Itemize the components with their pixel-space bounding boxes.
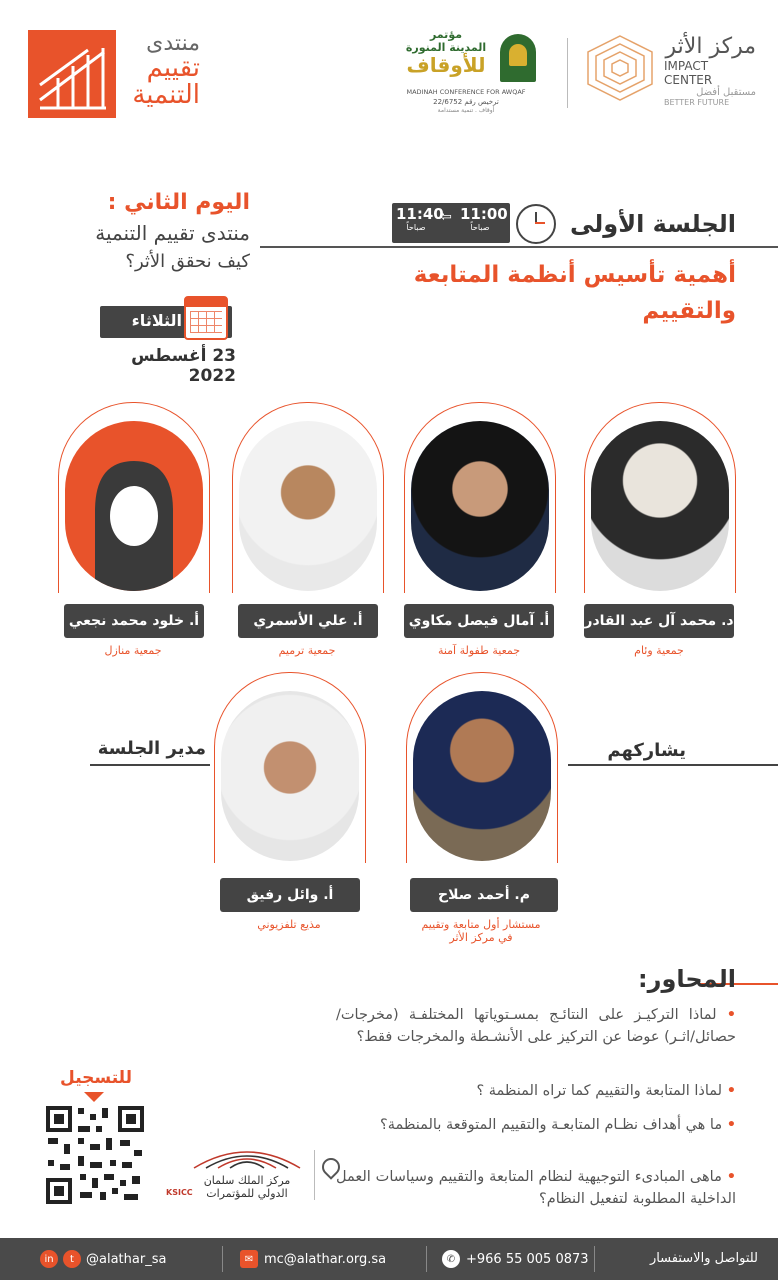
impact-cube-icon <box>584 32 656 104</box>
session-time <box>392 203 510 243</box>
participants-label: يشاركهم <box>607 740 686 761</box>
speaker-photo <box>239 421 377 591</box>
awqaf-line5: ترخيص رقم 22/6752 <box>433 98 499 106</box>
venue-line2: الدولي للمؤتمرات <box>206 1187 288 1201</box>
registration-label: للتسجيل <box>60 1068 132 1088</box>
speaker-card <box>58 402 210 593</box>
whatsapp-icon: ✆ <box>442 1250 460 1268</box>
header-divider <box>567 38 568 108</box>
bullet-dot: • <box>726 1007 736 1023</box>
speaker-org: جمعية ترميم <box>278 644 336 657</box>
participants-line <box>568 764 778 766</box>
speaker-org: جمعية منازل <box>104 644 162 657</box>
moderator-name: أ. وائل رفيق <box>220 878 360 912</box>
weekday-label: الثلاثاء <box>131 311 182 330</box>
time-end: 11:40 <box>396 205 444 223</box>
phone-number: +966 55 005 0873 <box>466 1251 589 1267</box>
time-end-period: صباحاً <box>406 223 426 232</box>
speaker-card <box>584 402 736 593</box>
calendar-icon <box>184 296 228 340</box>
qr-code[interactable] <box>44 1104 146 1206</box>
moderator-org: مذيع تلفزيوني <box>257 918 321 931</box>
participant-name: م. أحمد صلاح <box>410 878 558 912</box>
participant-photo <box>413 691 551 861</box>
forum-logo-line1: منتدى <box>146 31 200 56</box>
moderator-card <box>214 672 366 863</box>
bullet-dot: • <box>726 1117 736 1133</box>
day-block <box>60 190 250 272</box>
participant-card <box>406 672 558 863</box>
impact-line2: IMPACT CENTER <box>664 59 713 87</box>
axes-item-text: ماهى المبادىء التوجيهية لنظام المتابعة والتقييم وسياسات العمل الداخلية المطلوبة لتفعيل النظام؟ <box>336 1169 736 1208</box>
impact-line1: مركز الأثر <box>665 34 756 59</box>
footer-divider <box>426 1246 427 1272</box>
axes-title: المحاور: <box>638 965 736 993</box>
footer-divider <box>222 1246 223 1272</box>
speaker-org: جمعية وئام <box>634 644 684 657</box>
day-title: اليوم الثاني : <box>107 190 250 215</box>
bullet-dot: • <box>726 1169 737 1185</box>
venue-logo <box>188 1142 306 1200</box>
day-forum: منتدى تقييم التنمية <box>95 221 250 245</box>
event-date: 23 أغسطس 2022 <box>131 346 236 386</box>
building-icon <box>28 30 116 118</box>
impact-logo-text <box>656 34 756 107</box>
impact-logo <box>584 32 656 104</box>
awqaf-line4: MADINAH CONFERENCE FOR AWQAF <box>406 88 526 96</box>
awqaf-logo <box>396 28 536 112</box>
female-avatar-icon <box>65 421 203 591</box>
axes-item-text: ما هي أهداف نظـام المتابعـة والتقييم المتوقعة بالمنظمة؟ <box>380 1117 723 1133</box>
social-handle: @alathar_sa <box>86 1251 167 1267</box>
participant-org-line1: مستشار أول متابعة وتقييم <box>421 918 541 931</box>
axes-item <box>336 1166 736 1211</box>
venue-divider <box>314 1150 315 1200</box>
participant-org-line2: في مركز الأثر <box>449 931 513 944</box>
weekday-badge <box>100 306 232 338</box>
email-address: mc@alathar.org.sa <box>264 1251 387 1267</box>
chevron-down-icon <box>84 1092 104 1102</box>
session-title: الجلسة الأولى <box>570 210 736 238</box>
moderator-line <box>90 764 210 766</box>
impact-line4: BETTER FUTURE <box>664 98 730 107</box>
session-topic <box>376 258 736 329</box>
venue-code: KSICC <box>166 1188 193 1197</box>
email-icon: ✉ <box>240 1250 258 1268</box>
forum-logo-line2: تقييم <box>146 53 200 84</box>
speaker-name: د. محمد آل عبد القادر <box>584 604 734 638</box>
speaker-card <box>404 402 556 593</box>
day-question: كيف نحقق الأثر؟ <box>125 251 250 272</box>
awqaf-line2: المدينة المنورة <box>405 41 487 54</box>
topic-line1: أهمية تأسيس أنظمة المتابعة <box>413 262 736 288</box>
time-start-period: صباحاً <box>470 223 490 232</box>
footer-bar <box>0 1238 778 1280</box>
moderator-photo <box>221 691 359 861</box>
axes-item <box>336 1114 736 1136</box>
axes-item-text: لماذا المتابعة والتقييم كما تراه المنظمة ؟ <box>476 1083 723 1099</box>
clock-icon <box>516 204 556 244</box>
arrow-left-icon: ⇦ <box>440 209 452 225</box>
forum-logo-text <box>110 32 200 110</box>
moderator-label: مدير الجلسة <box>97 738 206 759</box>
speaker-name: أ. علي الأسمري <box>238 604 378 638</box>
forum-logo-line3: التنمية <box>132 80 200 111</box>
forum-logo <box>28 30 116 118</box>
participant-org <box>400 918 562 944</box>
ksicc-arch-icon <box>188 1142 306 1170</box>
speaker-photo <box>591 421 729 591</box>
axes-item <box>336 1004 736 1049</box>
axes-item-text: لماذا التركيـز على النتائـج بمسـتوياتها المختلفـة (مخرجات/حصائل/اثـر) عوضا عن التركيز على الأنشـطة والمخرجات فقط؟ <box>336 1007 736 1046</box>
awqaf-line1: مؤتمر <box>429 28 463 41</box>
social-contact[interactable] <box>40 1250 166 1268</box>
awqaf-line3: للأوقاف <box>406 53 486 77</box>
qr-code-icon <box>44 1104 146 1206</box>
speaker-name: أ. آمال فيصل مكاوي <box>404 604 554 638</box>
session-underline <box>260 246 778 248</box>
speaker-org: جمعية طفولة آمنة <box>437 644 521 657</box>
twitter-icon[interactable]: t <box>63 1250 81 1268</box>
footer-divider <box>594 1246 595 1272</box>
speaker-photo <box>65 421 203 591</box>
phone-contact[interactable] <box>442 1250 589 1268</box>
venue-line1: مركز الملك سلمان <box>203 1174 291 1187</box>
email-contact[interactable] <box>240 1250 386 1268</box>
contact-label: للتواصل والاستفسار <box>649 1251 758 1266</box>
mosque-icon <box>500 34 536 82</box>
impact-line3: مستقبل أفضل <box>696 87 756 98</box>
speaker-card <box>232 402 384 593</box>
axes-item <box>336 1080 736 1102</box>
time-start: 11:00 <box>460 205 508 223</box>
speaker-photo <box>411 421 549 591</box>
linkedin-icon[interactable]: in <box>40 1250 58 1268</box>
bullet-dot: • <box>726 1083 736 1099</box>
speaker-name: أ. خلود محمد نجعي <box>64 604 204 638</box>
awqaf-line6: أوقاف . تنمية مستدامة <box>437 107 495 114</box>
topic-line2: والتقييم <box>642 297 736 324</box>
